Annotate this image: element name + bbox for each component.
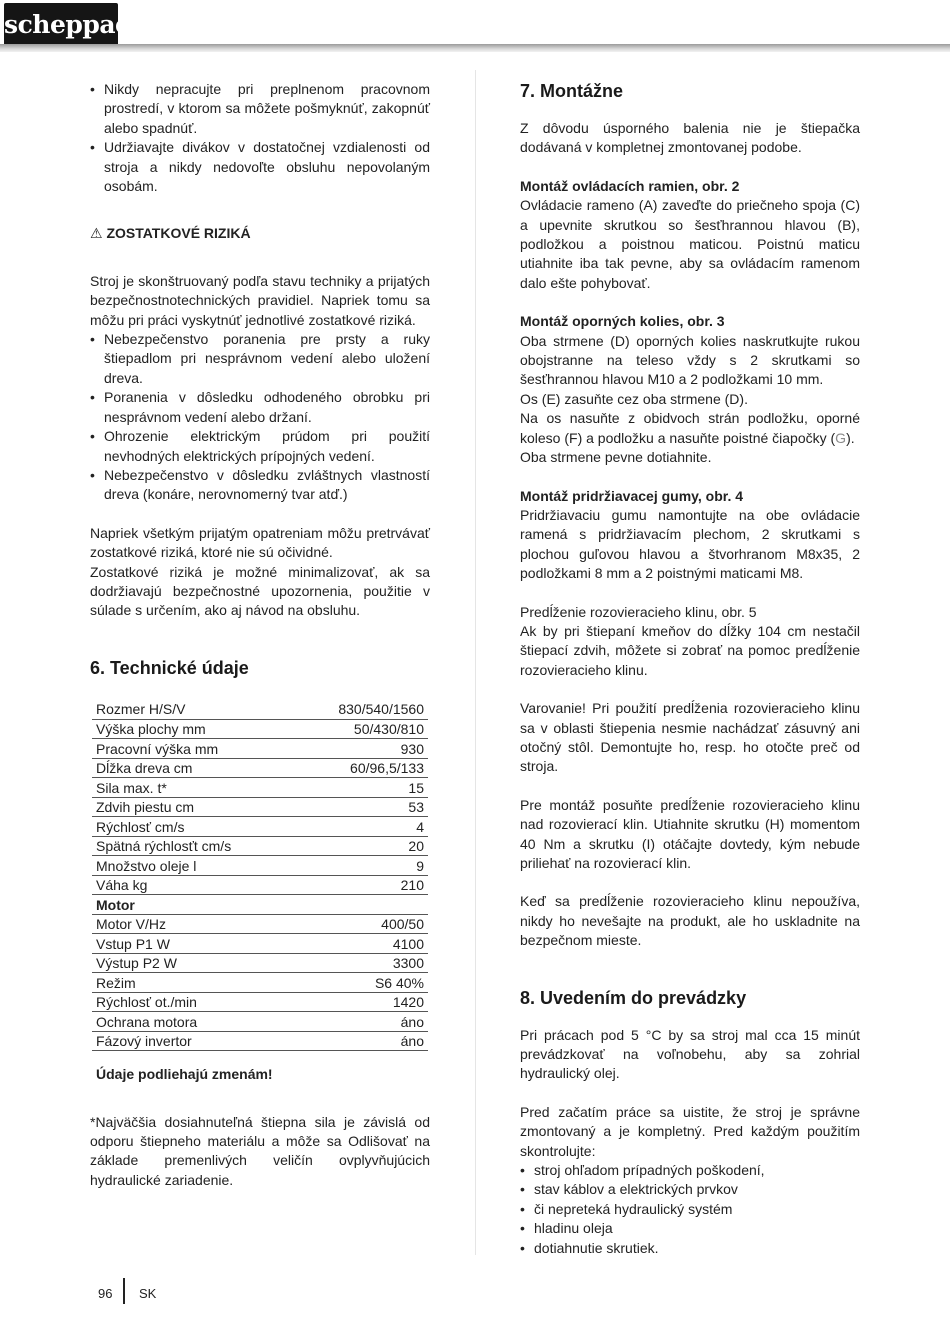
header-rule xyxy=(0,44,950,52)
spec-value: 20 xyxy=(295,836,428,856)
page-footer xyxy=(0,1278,950,1308)
check-bullet-list xyxy=(520,1161,860,1258)
spec-label: Množstvo oleje l xyxy=(92,856,295,876)
text-fragment: G xyxy=(835,429,847,446)
text-fragment: ). xyxy=(846,429,855,446)
footer-separator xyxy=(123,1278,125,1304)
spec-value: 53 xyxy=(295,797,428,817)
spec-label: Rozmer H/S/V xyxy=(92,700,295,720)
left-column xyxy=(90,80,430,1190)
spec-label: Režim xyxy=(92,973,295,993)
table-row xyxy=(92,992,428,1012)
spec-value: 9 xyxy=(295,856,428,876)
table-row xyxy=(92,914,428,934)
spec-label: Výška plochy mm xyxy=(92,719,295,739)
table-row xyxy=(92,758,428,778)
subsection-title: Montáž ovládacích ramien, obr. 2 xyxy=(520,177,740,194)
table-row xyxy=(92,836,428,856)
list-item: • Ohrozenie elektrickým prúdom pri použití nevhodných elektrických prípojných vedení. xyxy=(90,427,430,466)
residual-paragraph: Napriek všetkým prijatým opatreniam môžu pretrvávať zostatkové riziká, ktoré nie sú očividné. xyxy=(90,524,430,561)
spec-value: 1420 xyxy=(295,992,428,1012)
spec-value: 15 xyxy=(295,778,428,798)
subsection-text: Pridržiavaciu gumu namontujte na obe ovládacie ramená s pridržiavacím plechom, 2 skrutkami s plochou guľovou hlavou a štvorhranom M8x35, 2 podložkami 8 mm a 2 poistnými maticami M8. xyxy=(520,506,860,582)
table-row xyxy=(92,1012,428,1032)
spec-value: 930 xyxy=(295,739,428,759)
subsection-text: Pre montáž posuňte predĺženie rozovieracieho klinu nad rozovierací klin. Utiahnite skrutku (H) momentom 40 Nm a skrutku (I) otáčajte dovtedy, kým nebude priliehať na rozovierací klin. xyxy=(520,796,860,871)
list-item: • hladinu oleja xyxy=(520,1219,860,1238)
spec-label: Sila max. t* xyxy=(92,778,295,798)
page-number: 96 xyxy=(98,1286,113,1301)
intro-bullet-list xyxy=(90,80,430,196)
subsection-text: Ovládacie rameno (A) zaveďte do priečneho spoja (C) a upevnite skrutkou so šesťhrannou hlavou (B), podložkou a poistnou maticou. Poistnú maticu utiahnite iba tak pevne, aby sa ovládacím ramenom dalo ešte pohybovať. xyxy=(520,197,860,291)
spec-label: Výstup P2 W xyxy=(92,953,295,973)
list-item: • stroj ohľadom prípadných poškodení, xyxy=(520,1161,860,1180)
spec-label: Spätná rýchlosťt cm/s xyxy=(92,836,295,856)
spec-label: Pracovní výška mm xyxy=(92,739,295,759)
subsection-text: Keď sa predĺženie rozovieracieho klinu nepoužíva, nikdy ho nevešajte na produkt, ale ho uskladnite na bezpečnom mieste. xyxy=(520,893,860,949)
spec-label: Fázový invertor xyxy=(92,1031,295,1051)
table-row xyxy=(92,739,428,759)
list-item: • Nebezpečenstvo poranenia pre prsty a ruky štiepadlom pri nesprávnom vedení alebo uložení dreva. xyxy=(90,330,430,388)
spec-label: Váha kg xyxy=(92,875,295,895)
table-row xyxy=(92,895,428,915)
subsection-text: Oba strmene (D) oporných kolies naskrutkujte rukou obojstranne na teleso vždy s 2 skrutkami so šesťhrannou hlavou M10 a 2 podložkami 10 mm. xyxy=(520,332,860,388)
right-column xyxy=(520,80,860,1258)
warning-text: Varovanie! Pri použití predĺženia rozovieracieho klinu sa v oblasti štiepenia nesmie nachádzať zásuvný ani otočný stôl. Demontujte ho, resp. ho otočte preč od stroja. xyxy=(520,700,860,775)
table-row xyxy=(92,719,428,739)
spec-label: Zdvih piestu cm xyxy=(92,797,295,817)
spec-table xyxy=(92,700,428,1052)
list-item: • Nebezpečenstvo v dôsledku zvláštnych vlastností dreva (konáre, nerovnomerný tvar atď.) xyxy=(90,466,430,505)
commission-paragraph: Pri prácach pod 5 °C by sa stroj mal cca 15 minút prevádzkovať na voľnobehu, aby sa zohrial hydraulický olej. xyxy=(520,1026,860,1082)
section-title-montage: 7. Montážne xyxy=(520,81,624,101)
spec-value: 50/430/810 xyxy=(295,719,428,739)
table-row xyxy=(92,817,428,837)
residual-paragraph: Zostatkové riziká je možné minimalizovať, ak sa dodržiavajú bezpečnostné upozornenia, použitie v súlade s určením, ako aj návod na obsluhu. xyxy=(90,563,430,619)
spec-value: áno xyxy=(295,1012,428,1032)
list-item: • Nikdy nepracujte pri preplnenom pracovnom prostredí, v ktorom sa môžete pošmyknúť, zakopnúť alebo spadnúť. xyxy=(90,80,430,138)
table-row xyxy=(92,953,428,973)
table-row xyxy=(92,875,428,895)
spec-label: Ochrana motora xyxy=(92,1012,295,1032)
spec-group-heading: Motor xyxy=(92,895,428,915)
spec-label: Vstup P1 W xyxy=(92,934,295,954)
spec-label: Rýchlosť cm/s xyxy=(92,817,295,837)
residual-risks-heading: ⚠ ZOSTATKOVÉ RIZIKÁ xyxy=(90,225,251,242)
spec-value: áno xyxy=(295,1031,428,1051)
subsection-title: Montáž oporných kolies, obr. 3 xyxy=(520,313,725,330)
subsection-text xyxy=(520,409,860,448)
commission-paragraph: Pred začatím práce sa uistite, že stroj je správne zmontovaný a je kompletný. Pred každým použitím skontrolujte: xyxy=(520,1103,860,1159)
section-title-commissioning: 8. Uvedením do prevádzky xyxy=(520,987,747,1008)
text-fragment: Na os nasuňte z obidvoch strán podložku, oporné koleso (F) a podložku a nasuňte poistné čiapočky ( xyxy=(520,410,860,446)
list-item: • Udržiavajte divákov v dostatočnej vzdialenosti od stroja a nikdy nedovoľte obsluhu nepovolaným osobám. xyxy=(90,138,430,196)
montage-intro: Z dôvodu úsporného balenia nie je štiepačka dodávaná v kompletnej zmontovanej podobe. xyxy=(520,120,860,156)
spec-footnote: *Najväčšia dosiahnuteľná štiepna sila je závislá od odporu štiepneho materiálu a môže sa Odlišovať na základe premenlivých veličín ovplyvňujúcich hydraulické zariadenie. xyxy=(90,1113,430,1188)
subsection-text: Oba strmene pevne dotiahnite. xyxy=(520,449,712,466)
table-row xyxy=(92,934,428,954)
brand-logo: scheppach xyxy=(4,3,118,47)
table-row xyxy=(92,973,428,993)
residual-paragraph: Stroj je skonštruovaný podľa stavu techniky a prijatých bezpečnostnotechnických pravidiel. Napriek tomu sa môžu pri práci vyskytnúť jednotlivé zostatkové riziká. xyxy=(90,272,430,328)
page-header xyxy=(0,0,950,50)
language-code: SK xyxy=(139,1286,157,1301)
subsection-text: Ak by pri štiepaní kmeňov do dĺžky 104 cm nestačil štiepací zdvih, môžete si zobrať na pomoc predĺženie rozovieracieho klinu. xyxy=(520,622,860,678)
table-row xyxy=(92,1031,428,1051)
subsection-title: Montáž pridržiavacej gumy, obr. 4 xyxy=(520,487,744,504)
table-row xyxy=(92,778,428,798)
residual-bullet-list xyxy=(90,330,430,505)
spec-value: 4100 xyxy=(295,934,428,954)
column-divider xyxy=(475,70,476,1255)
subsection-title-plain: Predĺženie rozovieracieho klinu, obr. 5 xyxy=(520,603,757,620)
spec-label: Rýchlosť ot./min xyxy=(92,992,295,1012)
table-row xyxy=(92,797,428,817)
table-row xyxy=(92,856,428,876)
list-item: • stav káblov a elektrických prvkov xyxy=(520,1180,860,1199)
list-item: • či nepreteká hydraulický systém xyxy=(520,1200,860,1219)
spec-value: 4 xyxy=(295,817,428,837)
spec-value: 210 xyxy=(295,875,428,895)
spec-value: S6 40% xyxy=(295,973,428,993)
spec-label: Motor V/Hz xyxy=(92,914,295,934)
spec-change-note: Údaje podliehajú zmenám! xyxy=(96,1066,273,1083)
section-title-tech: 6. Technické údaje xyxy=(90,657,249,678)
spec-value: 400/50 xyxy=(295,914,428,934)
subsection-text: Os (E) zasuňte cez oba strmene (D). xyxy=(520,390,748,407)
spec-value: 60/96,5/133 xyxy=(295,758,428,778)
table-row xyxy=(92,700,428,720)
list-item: • Poranenia v dôsledku odhodeného obrobku pri nesprávnom vedení alebo držaní. xyxy=(90,388,430,427)
spec-value: 830/540/1560 xyxy=(295,700,428,720)
spec-value: 3300 xyxy=(295,953,428,973)
list-item: • dotiahnutie skrutiek. xyxy=(520,1239,860,1258)
spec-label: Dĺžka dreva cm xyxy=(92,758,295,778)
